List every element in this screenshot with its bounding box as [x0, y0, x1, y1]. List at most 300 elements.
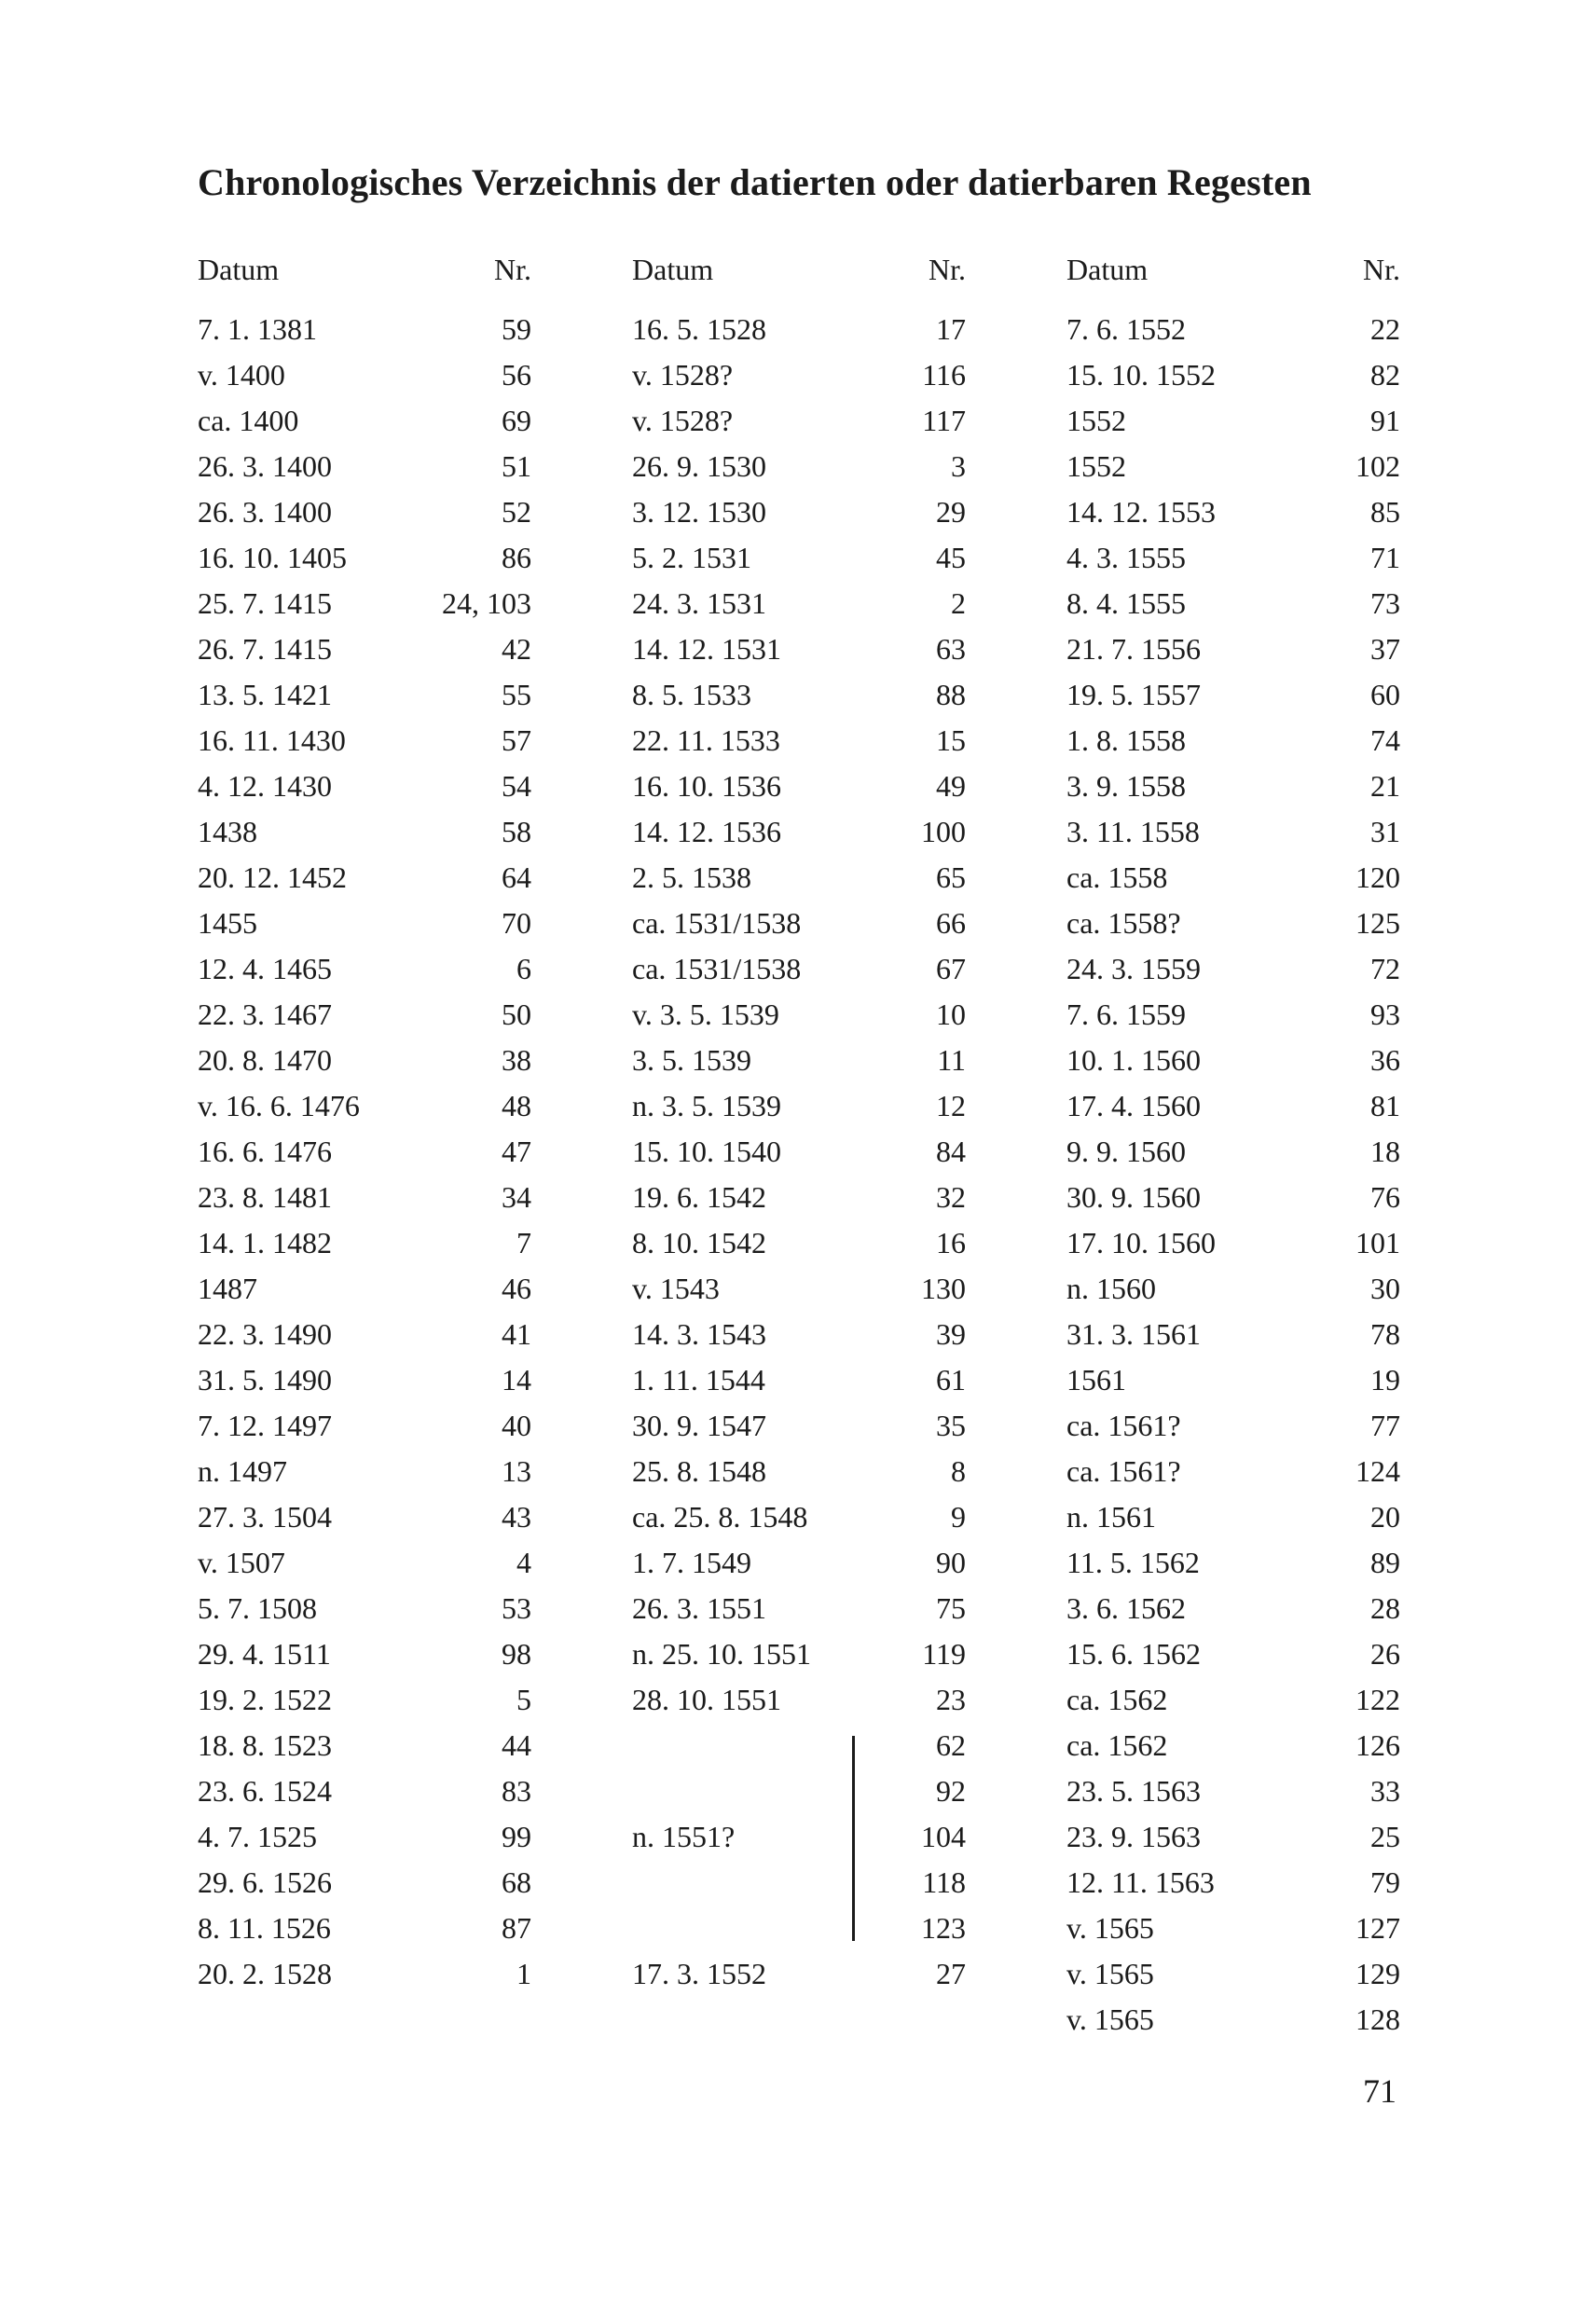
entry-date: 26. 3. 1400 [198, 449, 332, 483]
entry-number: 5 [516, 1683, 531, 1716]
register-row [1066, 672, 1400, 718]
entry-date: 30. 9. 1547 [632, 1409, 766, 1442]
register-row [632, 581, 966, 626]
entry-date: 1. 11. 1544 [632, 1363, 765, 1397]
register-row [198, 1586, 531, 1631]
entry-number: 19 [1370, 1363, 1400, 1397]
entry-date: v. 16. 6. 1476 [198, 1089, 360, 1122]
register-row [198, 718, 531, 764]
entry-date: 15. 6. 1562 [1066, 1637, 1201, 1671]
entry-date: 17. 10. 1560 [1066, 1226, 1216, 1259]
register-row [198, 672, 531, 718]
entry-date: ca. 1561? [1066, 1454, 1181, 1488]
entry-number: 22 [1370, 312, 1400, 346]
entry-number: 93 [1370, 998, 1400, 1031]
register-row [1066, 581, 1400, 626]
entry-number: 42 [502, 632, 531, 666]
entry-date: 26. 3. 1400 [198, 495, 332, 529]
entry-date: 17. 4. 1560 [1066, 1089, 1201, 1122]
entry-number: 102 [1355, 449, 1400, 483]
entry-number: 40 [502, 1409, 531, 1442]
entry-number: 68 [502, 1865, 531, 1899]
entry-number: 25 [1370, 1820, 1400, 1853]
entry-date: 26. 9. 1530 [632, 449, 766, 483]
register-row [1066, 1677, 1400, 1723]
register-row [632, 1083, 966, 1129]
page-number: 71 [1363, 2072, 1396, 2110]
register-row [1066, 1129, 1400, 1175]
entry-date: 24. 3. 1559 [1066, 952, 1201, 985]
register-row [198, 1449, 531, 1494]
register-row [632, 672, 966, 718]
entry-date: 26. 3. 1551 [632, 1591, 766, 1625]
register-row [1066, 901, 1400, 946]
entry-date: 1. 7. 1549 [632, 1546, 751, 1579]
entry-date: 31. 3. 1561 [1066, 1317, 1201, 1351]
entry-number: 35 [936, 1409, 966, 1442]
entry-date: 8. 10. 1542 [632, 1226, 766, 1259]
entry-date: 2. 5. 1538 [632, 860, 751, 894]
register-row [632, 535, 966, 581]
register-row [198, 1540, 531, 1586]
entry-date: 15. 10. 1540 [632, 1135, 781, 1168]
entry-date: 1438 [198, 815, 257, 848]
entry-date: 15. 10. 1552 [1066, 358, 1216, 392]
entry-date: ca. 1561? [1066, 1409, 1181, 1442]
entry-number: 124 [1355, 1454, 1400, 1488]
header-num: Nr. [494, 253, 531, 286]
entry-number: 27 [936, 1957, 966, 1990]
register-column-3 [1066, 244, 1400, 2043]
entry-date: n. 3. 5. 1539 [632, 1089, 781, 1122]
register-row [198, 1129, 531, 1175]
entry-number: 43 [502, 1500, 531, 1534]
entry-number: 36 [1370, 1043, 1400, 1077]
entry-number: 1 [516, 1957, 531, 1990]
entry-number: 38 [502, 1043, 531, 1077]
register-row [632, 855, 966, 901]
entry-date: ca. 1558? [1066, 906, 1181, 940]
entry-number: 21 [1370, 769, 1400, 803]
register-row [632, 1586, 966, 1631]
entry-number: 86 [502, 541, 531, 574]
entry-date: 7. 6. 1559 [1066, 998, 1186, 1031]
register-row [1066, 946, 1400, 992]
register-column-2 [632, 244, 966, 1997]
entry-date: 21. 7. 1556 [1066, 632, 1201, 666]
entry-number: 11 [937, 1043, 966, 1077]
register-row [1066, 1540, 1400, 1586]
entry-number: 90 [936, 1546, 966, 1579]
entry-number: 10 [936, 998, 966, 1031]
entry-number: 87 [502, 1911, 531, 1945]
register-row [632, 1357, 966, 1403]
entry-date: n. 1561 [1066, 1500, 1156, 1534]
register-row [1066, 1586, 1400, 1631]
entry-number: 49 [936, 769, 966, 803]
entry-date: 3. 11. 1558 [1066, 815, 1200, 848]
entry-number: 41 [502, 1317, 531, 1351]
entry-date: 25. 8. 1548 [632, 1454, 766, 1488]
entry-number: 6 [516, 952, 531, 985]
entry-number: 79 [1370, 1865, 1400, 1899]
entry-number: 127 [1355, 1911, 1400, 1945]
register-row [198, 1951, 531, 1997]
entry-date: 7. 1. 1381 [198, 312, 317, 346]
register-row [1066, 1357, 1400, 1403]
register-row [198, 855, 531, 901]
entry-date: 19. 6. 1542 [632, 1180, 766, 1214]
register-row [1066, 1860, 1400, 1906]
register-row [1066, 1266, 1400, 1312]
entry-number: 101 [1355, 1226, 1400, 1259]
entry-number: 7 [516, 1226, 531, 1259]
entry-number: 126 [1355, 1728, 1400, 1762]
entry-date: 29. 6. 1526 [198, 1865, 332, 1899]
register-row [198, 352, 531, 398]
entry-date: 1552 [1066, 404, 1126, 437]
entry-date: 22. 3. 1490 [198, 1317, 332, 1351]
register-row [198, 1357, 531, 1403]
register-row [632, 398, 966, 444]
entry-date: 16. 10. 1536 [632, 769, 781, 803]
entry-number: 59 [502, 312, 531, 346]
register-row [1066, 1723, 1400, 1768]
register-row [1066, 1403, 1400, 1449]
entry-number: 53 [502, 1591, 531, 1625]
entry-number: 17 [936, 312, 966, 346]
register-row [198, 626, 531, 672]
entry-date: 4. 12. 1430 [198, 769, 332, 803]
entry-date: 9. 9. 1560 [1066, 1135, 1186, 1168]
entry-date: 16. 6. 1476 [198, 1135, 332, 1168]
register-row [198, 489, 531, 535]
register-row [1066, 1312, 1400, 1357]
entry-date: 1552 [1066, 449, 1126, 483]
register-row [198, 764, 531, 809]
group-date: n. 1551? [632, 1820, 736, 1853]
page-title: Chronologisches Verzeichnis der datierten oder datierbaren Regesten [198, 161, 1312, 203]
entry-date: 22. 3. 1467 [198, 998, 332, 1031]
entry-date: 1455 [198, 906, 257, 940]
entry-date: 14. 12. 1536 [632, 815, 781, 848]
register-row [632, 307, 966, 352]
entry-date: 14. 12. 1531 [632, 632, 781, 666]
register-row [198, 1494, 531, 1540]
register-row [198, 1403, 531, 1449]
entry-number: 3 [951, 449, 966, 483]
register-row [1066, 352, 1400, 398]
entry-date: v. 1565 [1066, 2002, 1154, 2036]
entry-number: 28 [1370, 1591, 1400, 1625]
entry-date: v. 1565 [1066, 1957, 1154, 1990]
entry-date: 22. 11. 1533 [632, 723, 780, 757]
entry-number: 81 [1370, 1089, 1400, 1122]
entry-date: ca. 1558 [1066, 860, 1168, 894]
entry-date: 31. 5. 1490 [198, 1363, 332, 1397]
register-row [632, 352, 966, 398]
entry-date: v. 1400 [198, 358, 285, 392]
register-row [1066, 626, 1400, 672]
entry-number: 130 [921, 1272, 966, 1305]
entry-date: 3. 12. 1530 [632, 495, 766, 529]
entry-date: 10. 1. 1560 [1066, 1043, 1201, 1077]
entry-date: 11. 5. 1562 [1066, 1546, 1200, 1579]
entry-number: 77 [1370, 1409, 1400, 1442]
entry-number: 23 [936, 1683, 966, 1716]
register-row [632, 1951, 966, 1997]
register-row [1066, 1494, 1400, 1540]
bracket-line [852, 1736, 859, 1941]
entry-number: 119 [922, 1637, 966, 1671]
entry-number: 116 [922, 358, 966, 392]
register-row [1066, 535, 1400, 581]
register-row [1066, 307, 1400, 352]
register-row [632, 1175, 966, 1220]
entry-date: 14. 1. 1482 [198, 1226, 332, 1259]
register-row [1066, 764, 1400, 809]
grouped-entry [632, 1723, 966, 1951]
register-row [198, 1631, 531, 1677]
entry-date: 12. 4. 1465 [198, 952, 332, 985]
register-row [1066, 1083, 1400, 1129]
entry-number: 54 [502, 769, 531, 803]
entry-number: 82 [1370, 358, 1400, 392]
entry-number: 78 [1370, 1317, 1400, 1351]
entry-number: 63 [936, 632, 966, 666]
register-row [632, 626, 966, 672]
entry-number: 72 [1370, 952, 1400, 985]
register-row [198, 901, 531, 946]
entry-number: 120 [1355, 860, 1400, 894]
register-row [198, 535, 531, 581]
column-header [1066, 244, 1400, 307]
group-number: 104 [921, 1820, 966, 1853]
entry-number: 15 [936, 723, 966, 757]
entry-number: 85 [1370, 495, 1400, 529]
entry-date: 28. 10. 1551 [632, 1683, 781, 1716]
entry-number: 2 [951, 586, 966, 620]
column-header [198, 244, 531, 307]
entry-date: 16. 10. 1405 [198, 541, 347, 574]
entry-date: 7. 6. 1552 [1066, 312, 1186, 346]
entry-date: n. 1497 [198, 1454, 287, 1488]
register-row [198, 1038, 531, 1083]
entry-number: 55 [502, 678, 531, 711]
register-row [1066, 1449, 1400, 1494]
register-row [198, 444, 531, 489]
entry-date: 29. 4. 1511 [198, 1637, 331, 1671]
entry-date: 20. 12. 1452 [198, 860, 347, 894]
register-row [632, 901, 966, 946]
entry-number: 52 [502, 495, 531, 529]
entry-number: 31 [1370, 815, 1400, 848]
group-numbers [891, 1723, 966, 1951]
entry-date: 1561 [1066, 1363, 1126, 1397]
entry-number: 50 [502, 998, 531, 1031]
entry-number: 88 [936, 678, 966, 711]
entry-date: ca. 25. 8. 1548 [632, 1500, 808, 1534]
register-row [1066, 1220, 1400, 1266]
register-row [1066, 809, 1400, 855]
entry-number: 45 [936, 541, 966, 574]
entry-number: 33 [1370, 1774, 1400, 1808]
entry-number: 66 [936, 906, 966, 940]
entry-number: 129 [1355, 1957, 1400, 1990]
register-row [632, 1677, 966, 1723]
register-row [1066, 1038, 1400, 1083]
entry-number: 89 [1370, 1546, 1400, 1579]
entry-number: 34 [502, 1180, 531, 1214]
entry-number: 65 [936, 860, 966, 894]
register-row [198, 1677, 531, 1723]
entry-number: 76 [1370, 1180, 1400, 1214]
entry-date: ca. 1531/1538 [632, 906, 802, 940]
entry-number: 39 [936, 1317, 966, 1351]
entry-date: 30. 9. 1560 [1066, 1180, 1201, 1214]
group-number: 118 [922, 1865, 966, 1899]
register-row [198, 307, 531, 352]
entry-date: 23. 6. 1524 [198, 1774, 332, 1808]
entry-date: v. 1543 [632, 1272, 720, 1305]
entry-number: 16 [936, 1226, 966, 1259]
entry-number: 20 [1370, 1500, 1400, 1534]
entry-number: 100 [921, 815, 966, 848]
entry-date: 20. 8. 1470 [198, 1043, 332, 1077]
entry-date: 18. 8. 1523 [198, 1728, 332, 1762]
entry-number: 29 [936, 495, 966, 529]
register-row [632, 1403, 966, 1449]
entry-date: 1. 8. 1558 [1066, 723, 1186, 757]
entry-number: 84 [936, 1135, 966, 1168]
register-row [632, 1540, 966, 1586]
entry-date: 25. 7. 1415 [198, 586, 332, 620]
register-row [1066, 1951, 1400, 1997]
entry-date: 23. 8. 1481 [198, 1180, 332, 1214]
register-row [1066, 1814, 1400, 1860]
entry-date: 19. 5. 1557 [1066, 678, 1201, 711]
register-row [198, 398, 531, 444]
register-row [198, 809, 531, 855]
register-row [198, 1220, 531, 1266]
entry-date: n. 25. 10. 1551 [632, 1637, 811, 1671]
entry-date: n. 1560 [1066, 1272, 1156, 1305]
entry-number: 70 [502, 906, 531, 940]
entry-date: 5. 2. 1531 [632, 541, 751, 574]
entry-date: ca. 1562 [1066, 1728, 1168, 1762]
entry-number: 14 [502, 1363, 531, 1397]
entry-date: v. 1528? [632, 358, 734, 392]
register-row [198, 1723, 531, 1768]
entry-date: 4. 3. 1555 [1066, 541, 1186, 574]
entry-date: ca. 1400 [198, 404, 299, 437]
entry-number: 64 [502, 860, 531, 894]
entry-number: 83 [502, 1774, 531, 1808]
entry-number: 13 [502, 1454, 531, 1488]
register-row [1066, 398, 1400, 444]
header-date: Datum [198, 253, 280, 286]
register-row [632, 764, 966, 809]
header-date: Datum [632, 253, 714, 286]
entry-date: v. 1507 [198, 1546, 285, 1579]
entry-date: 17. 3. 1552 [632, 1957, 766, 1990]
header-num: Nr. [1363, 253, 1400, 286]
register-row [198, 1906, 531, 1951]
register-row [1066, 718, 1400, 764]
register-row [1066, 444, 1400, 489]
register-row [632, 1312, 966, 1357]
register-row [632, 1631, 966, 1677]
entry-date: 1487 [198, 1272, 257, 1305]
entry-number: 73 [1370, 586, 1400, 620]
entry-date: v. 1528? [632, 404, 734, 437]
entry-date: 14. 12. 1553 [1066, 495, 1216, 529]
entry-date: 4. 7. 1525 [198, 1820, 317, 1853]
entry-number: 58 [502, 815, 531, 848]
entry-number: 48 [502, 1089, 531, 1122]
entry-number: 51 [502, 449, 531, 483]
entry-number: 98 [502, 1637, 531, 1671]
entry-date: 20. 2. 1528 [198, 1957, 332, 1990]
entry-date: 3. 9. 1558 [1066, 769, 1186, 803]
register-row [198, 946, 531, 992]
entry-date: 23. 9. 1563 [1066, 1820, 1201, 1853]
entry-date: v. 1565 [1066, 1911, 1154, 1945]
entry-number: 122 [1355, 1683, 1400, 1716]
entry-number: 71 [1370, 541, 1400, 574]
entry-number: 46 [502, 1272, 531, 1305]
entry-date: ca. 1562 [1066, 1683, 1168, 1716]
entry-number: 18 [1370, 1135, 1400, 1168]
entry-date: 27. 3. 1504 [198, 1500, 332, 1534]
entry-number: 12 [936, 1089, 966, 1122]
register-row [632, 1129, 966, 1175]
entry-number: 56 [502, 358, 531, 392]
entry-number: 69 [502, 404, 531, 437]
entry-date: 26. 7. 1415 [198, 632, 332, 666]
entry-number: 128 [1355, 2002, 1400, 2036]
register-row [1066, 489, 1400, 535]
group-number: 92 [936, 1774, 966, 1808]
entry-number: 47 [502, 1135, 531, 1168]
entry-date: 16. 5. 1528 [632, 312, 766, 346]
entry-number: 24, 103 [442, 586, 531, 620]
entry-number: 99 [502, 1820, 531, 1853]
register-row [198, 1312, 531, 1357]
register-row [632, 1038, 966, 1083]
entry-number: 9 [951, 1500, 966, 1534]
header-num: Nr. [929, 253, 966, 286]
entry-number: 75 [936, 1591, 966, 1625]
register-row [632, 809, 966, 855]
register-row [632, 1449, 966, 1494]
entry-number: 37 [1370, 632, 1400, 666]
entry-date: 3. 5. 1539 [632, 1043, 751, 1077]
entry-number: 44 [502, 1728, 531, 1762]
entry-number: 61 [936, 1363, 966, 1397]
register-row [1066, 1997, 1400, 2043]
entry-date: 13. 5. 1421 [198, 678, 332, 711]
register-row [1066, 1175, 1400, 1220]
group-number: 123 [921, 1911, 966, 1945]
entry-date: 24. 3. 1531 [632, 586, 766, 620]
register-row [198, 992, 531, 1038]
entry-number: 60 [1370, 678, 1400, 711]
entry-number: 8 [951, 1454, 966, 1488]
register-row [632, 444, 966, 489]
register-row [1066, 1768, 1400, 1814]
entry-date: 14. 3. 1543 [632, 1317, 766, 1351]
